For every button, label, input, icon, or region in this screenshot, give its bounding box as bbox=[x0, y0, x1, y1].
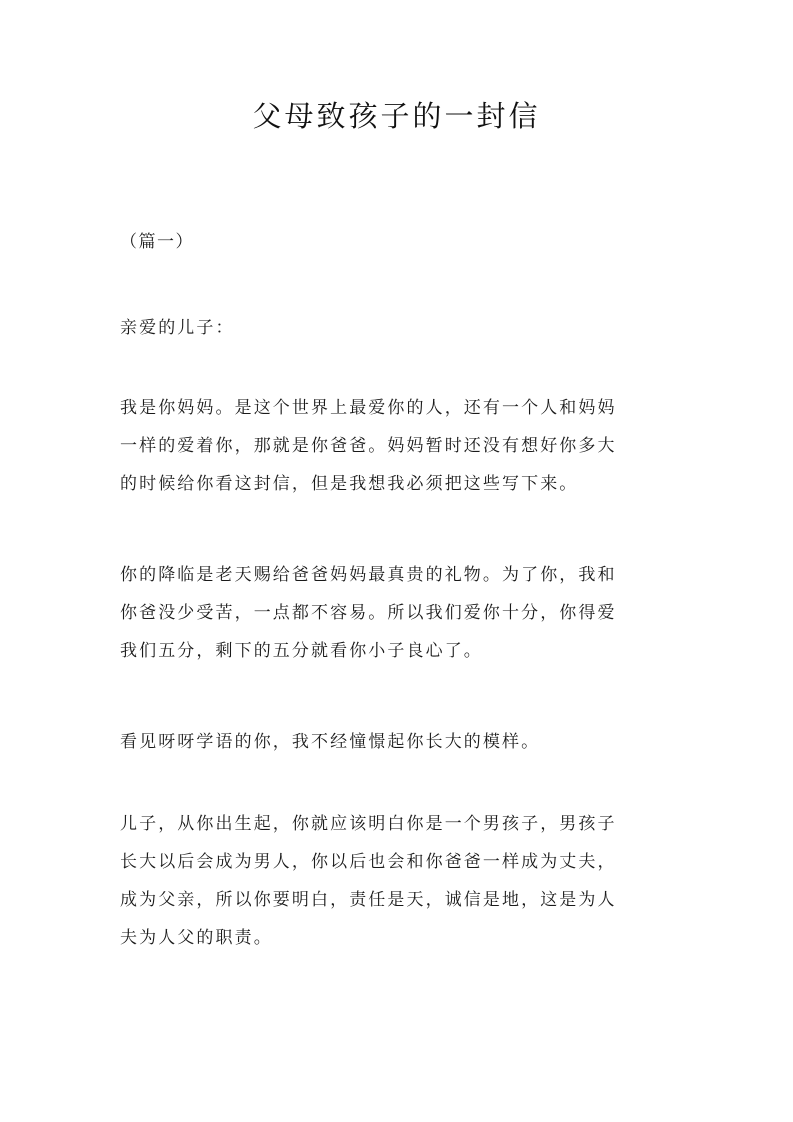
paragraph-line: 成为父亲，所以你要明白，责任是天，诚信是地，这是为人 bbox=[120, 890, 617, 910]
paragraph-line: 长大以后会成为男人，你以后也会和你爸爸一样成为丈夫， bbox=[120, 852, 617, 872]
paragraph-line: 夫为人父的职责。 bbox=[120, 928, 273, 948]
paragraph-line: 看见呀呀学语的你，我不经憧憬起你长大的模样。 bbox=[120, 732, 541, 752]
document-title: 父母致孩子的一封信 bbox=[252, 99, 541, 133]
paragraph-line: 儿子，从你出生起，你就应该明白你是一个男孩子，男孩子 bbox=[120, 814, 617, 834]
paragraph-1 bbox=[120, 389, 676, 503]
paragraph-2 bbox=[120, 556, 676, 670]
paragraph-3 bbox=[120, 723, 676, 761]
paragraph-line: 我是你妈妈。是这个世界上最爱你的人，还有一个人和妈妈 bbox=[120, 398, 617, 418]
greeting bbox=[120, 309, 676, 347]
paragraph-line: 你的降临是老天赐给爸爸妈妈最真贵的礼物。为了你，我和 bbox=[120, 565, 617, 585]
part-label-text: （篇一） bbox=[120, 232, 194, 252]
greeting-text: 亲爱的儿子： bbox=[120, 318, 235, 338]
paragraph-line: 的时候给你看这封信，但是我想我必须把这些写下来。 bbox=[120, 474, 579, 494]
part-label bbox=[120, 223, 676, 261]
paragraph-line: 你爸没少受苦，一点都不容易。所以我们爱你十分，你得爱 bbox=[120, 603, 617, 623]
paragraph-line: 一样的爱着你，那就是你爸爸。妈妈暂时还没有想好你多大 bbox=[120, 436, 617, 456]
paragraph-line: 我们五分，剩下的五分就看你小子良心了。 bbox=[120, 641, 483, 661]
paragraph-4 bbox=[120, 805, 676, 957]
